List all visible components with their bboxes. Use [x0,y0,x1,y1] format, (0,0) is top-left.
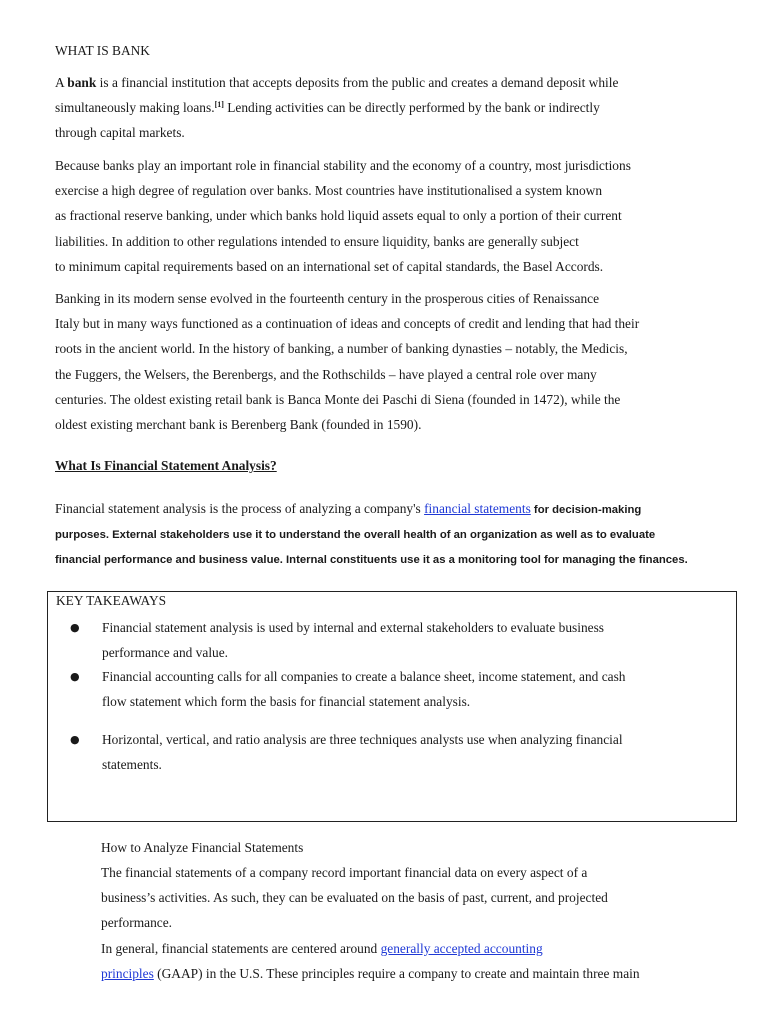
bank-term: bank [67,75,97,90]
page-title: WHAT IS BANK [55,43,150,58]
gaap-link-continued[interactable]: principles [101,965,154,981]
section-heading-fsa: What Is Financial Statement Analysis? [55,458,277,473]
paragraph-fsa: Financial statement analysis is the process of analyzing a company's financial statements for decision-making purposes. External stakeholders use it to understand the overall health of an organization as well as to evaluate financial performance and business value. Internal constituents use it as a monitoring tool for managing the finances. [55,501,688,567]
reference-marker[interactable]: [1] [214,100,224,110]
paragraph-history: Banking in its modern sense evolved in the fourteenth century in the prosperous cities of Renaissance Italy but in many ways functioned as a continuation of ideas and concepts of credit and lending that had their roots in the ancient world. In the history of banking, a number of banking dynasties – notably, the Medicis, the Fuggers, the Welsers, the Berenbergs, and the Rothschilds – have played a central role over many centuries. The oldest existing retail bank is Banca Monte dei Paschi di Siena (founded in 1472), while the oldest existing merchant bank is Berenberg Bank (founded in 1590). [55,291,640,433]
paragraph-regulation: Because banks play an important role in financial stability and the economy of a country, most jurisdictions exercise a high degree of regulation over banks. Most countries have institutionalised a system known as fractional reserve banking, under which banks hold liquid assets equal to only a portion of their current liabilities. In addition to other regulations intended to ensure liquidity, banks are generally subject to minimum capital requirements based on an international set of capital standards, the Basel Accords. [55,158,631,274]
paragraph-bank-definition: A bank is a financial institution that accepts deposits from the public and creates a demand deposit while simultaneously making loans.[1] Lending activities can be directly performed by the bank or indirectly through capital markets. [55,75,619,141]
bullet-icon: ● [70,670,80,683]
bullet-icon: ● [70,733,80,746]
how-to-heading: How to Analyze Financial Statements [101,840,304,855]
bullet-icon: ● [70,621,80,634]
gaap-link[interactable]: generally accepted accounting [380,940,543,956]
key-takeaways-title: KEY TAKEAWAYS [56,593,167,608]
key-takeaways-box: KEY TAKEAWAYS ● Financial statement analysis is used by internal and external stakeholders to evaluate business performance and value. ● Financial accounting calls for all companies to create a balance sheet, income statement, and cash flow statement which form the basis for financial statement analysis. ● Horizontal, vertical, and ratio analysis are three techniques analysts use when analyzing financial statements. [47,591,737,822]
financial-statements-link[interactable]: financial statements [424,501,531,516]
how-to-section: How to Analyze Financial Statements The financial statements of a company record important financial data on every aspect of a business’s activities. As such, they can be evaluated on the basis of past, current, and projected performance. In general, financial statements are centered around generally accepted accounting principles (GAAP) in the U.S. These principles require a company to create and maintain three main [101,836,741,986]
